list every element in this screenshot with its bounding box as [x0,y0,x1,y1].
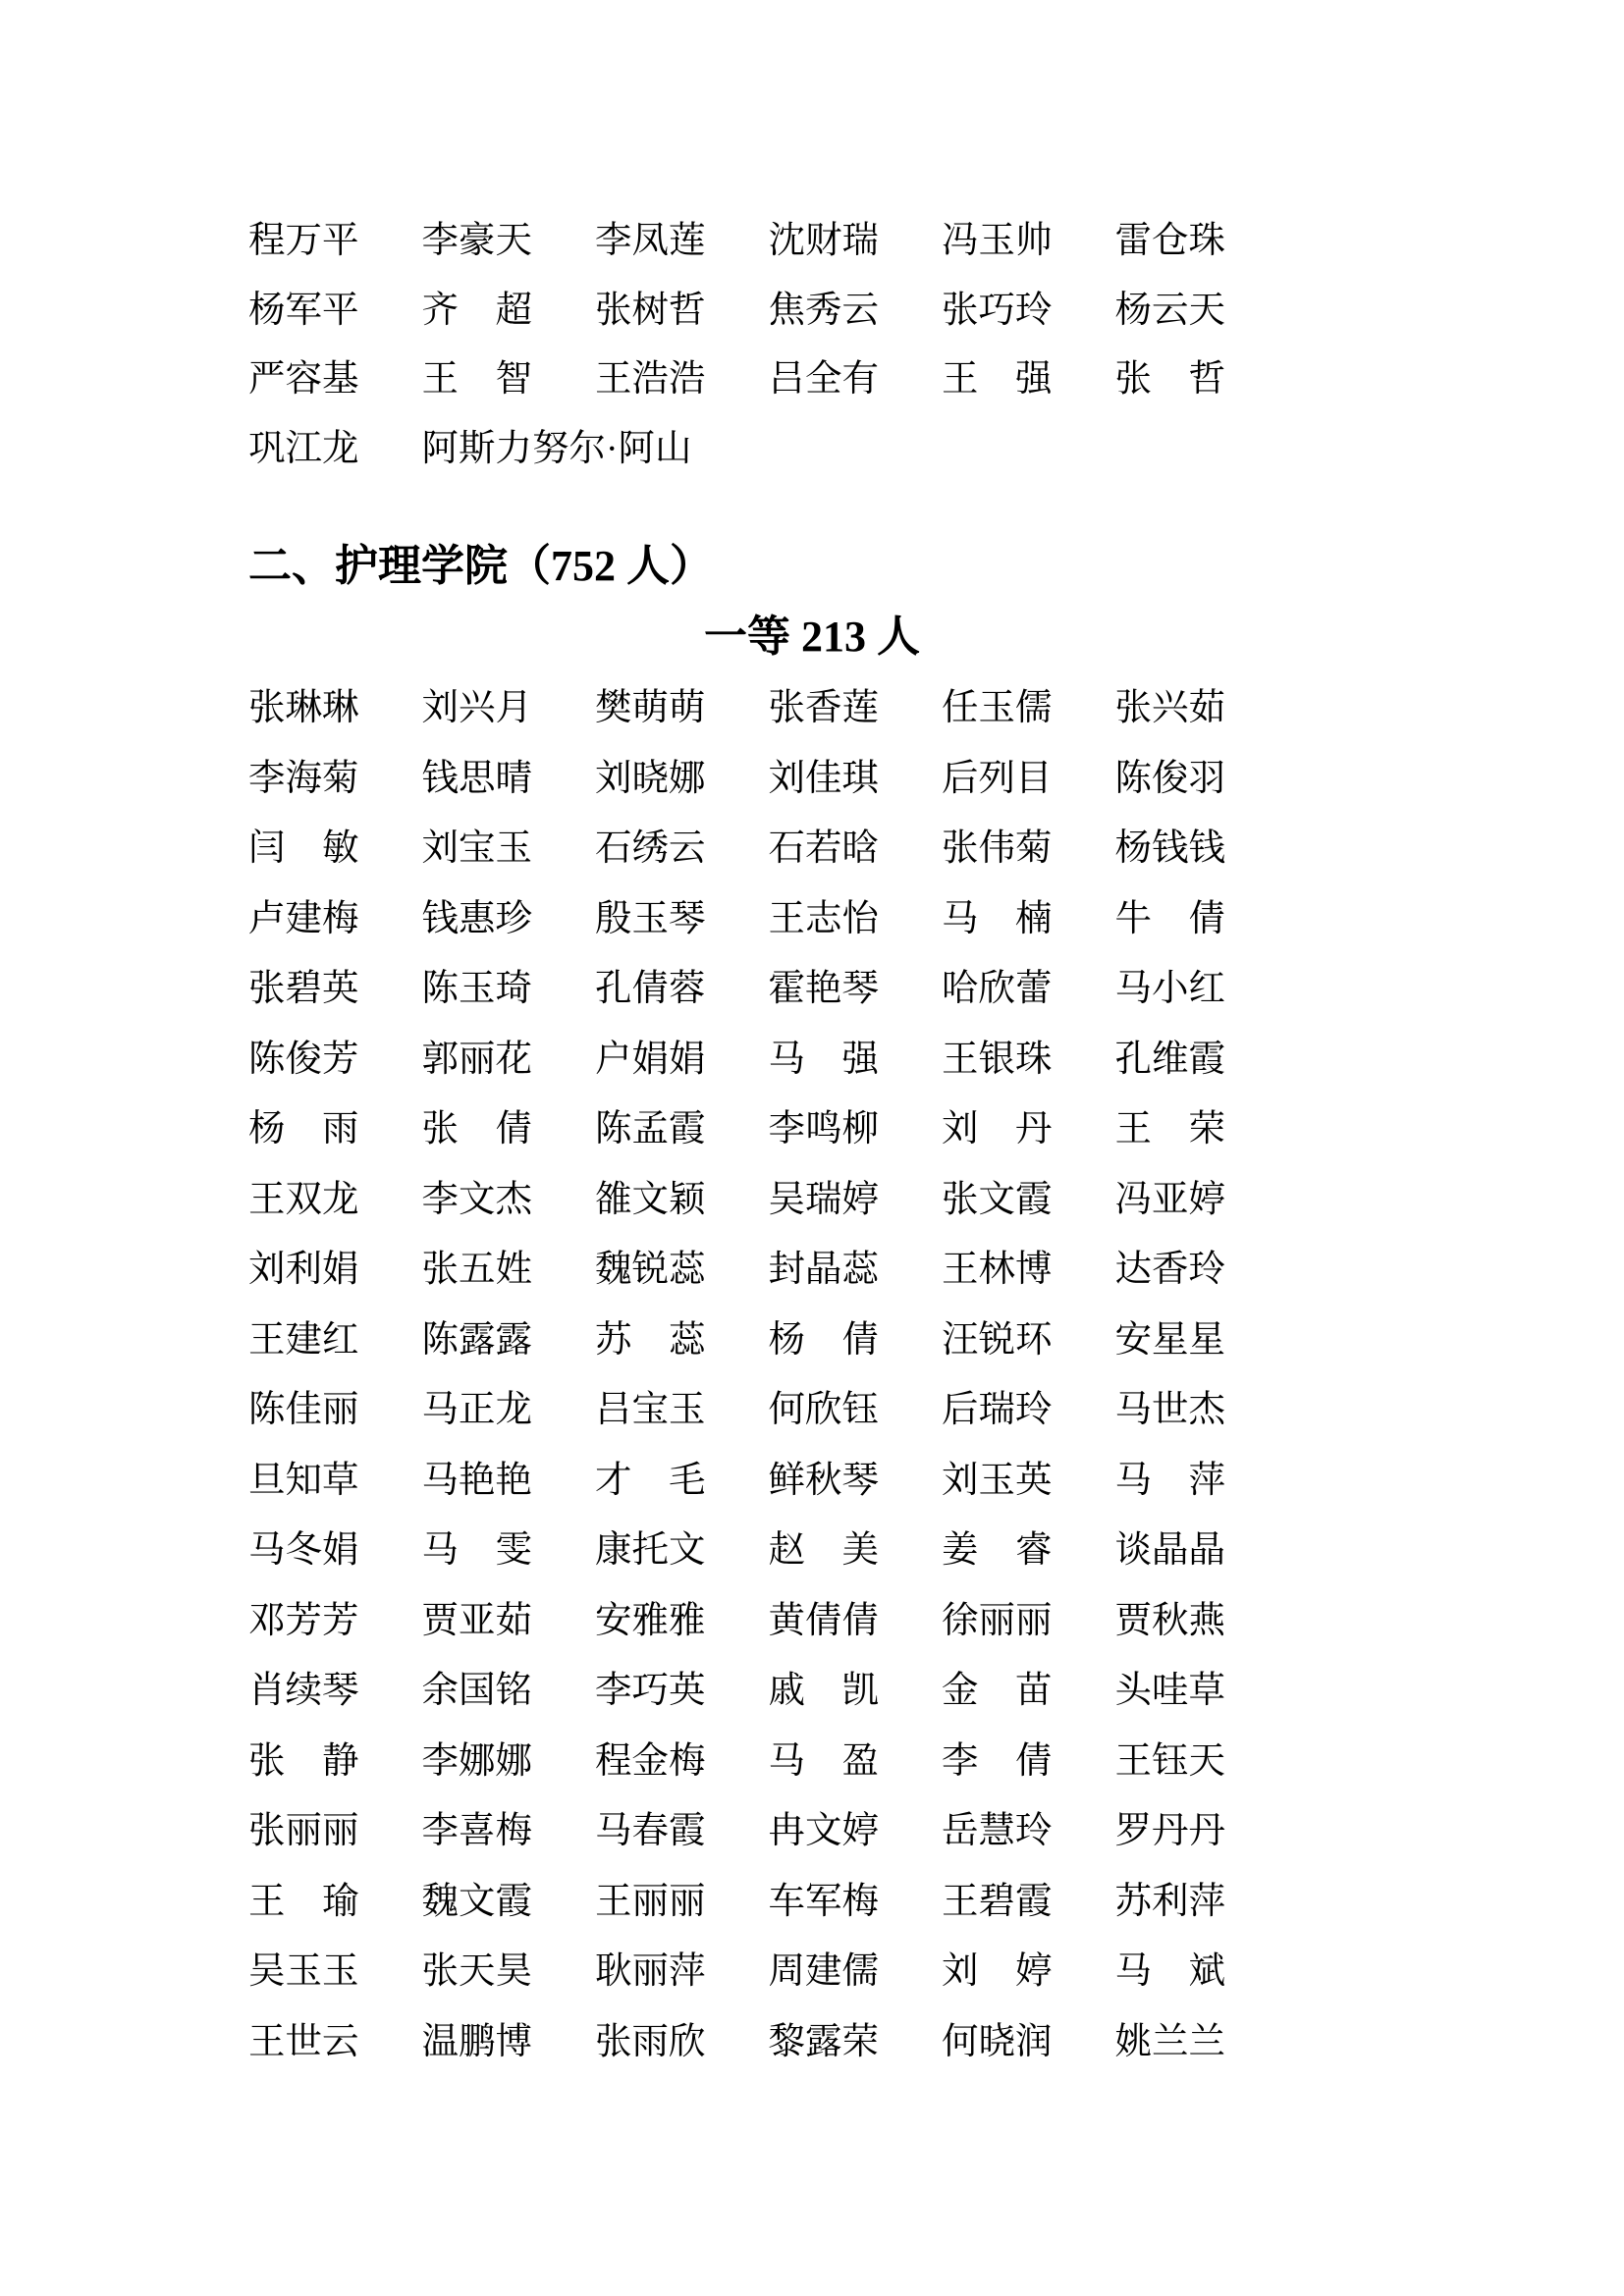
name-entry: 孔倩蓉 [595,969,706,1009]
name-entry: 张 哲 [1114,359,1225,400]
name-entry: 安雅雅 [595,1600,706,1641]
name-entry: 张天昊 [421,1951,532,1992]
name-entry: 张琳琳 [248,688,359,728]
name-entry: 王 智 [421,359,532,400]
name-entry: 马 盈 [768,1740,879,1782]
name-entry: 霍艳琴 [768,969,879,1009]
name-entry: 马 萍 [1114,1460,1225,1501]
name-entry: 张碧英 [248,969,359,1009]
name-entry: 余国铭 [421,1671,532,1711]
tier-subheading: 一等 213 人 [704,613,920,661]
name-entry: 张雨欣 [595,2021,706,2062]
name-entry: 后瑞玲 [942,1390,1053,1430]
name-row [248,1586,1288,1657]
name-row [248,1235,1288,1306]
name-entry: 旦知草 [248,1460,359,1501]
name-entry: 贾亚茹 [421,1600,532,1641]
name-row [248,207,1288,277]
name-entry: 王建红 [248,1319,359,1361]
name-entry: 巩江龙 [248,428,359,469]
name-entry: 马艳艳 [421,1460,532,1501]
name-entry: 黄倩倩 [768,1600,879,1641]
name-entry: 吴玉玉 [248,1951,359,1992]
name-entry: 马正龙 [421,1390,532,1430]
name-row [248,673,1288,744]
name-entry: 齐 超 [421,290,532,331]
name-entry: 雷仓珠 [1114,221,1225,261]
name-entry: 陈玉琦 [421,969,532,1009]
name-entry: 王双龙 [248,1179,359,1220]
name-entry: 陈佳丽 [248,1390,359,1430]
name-row [248,277,1288,347]
name-entry: 贾秋燕 [1114,1600,1225,1641]
name-entry: 户娟娟 [595,1039,706,1080]
name-entry: 苏 蕊 [595,1319,706,1361]
name-entry: 殷玉琴 [595,898,706,939]
name-row [248,1446,1288,1517]
name-entry: 王浩浩 [595,359,706,400]
name-entry: 头哇草 [1114,1671,1225,1711]
name-entry: 马世杰 [1114,1390,1225,1430]
name-entry: 王林博 [942,1250,1053,1290]
name-entry: 王 瑜 [248,1881,359,1922]
name-row [248,1025,1288,1095]
name-entry: 李豪天 [421,221,532,261]
name-entry: 冯玉帅 [942,221,1053,261]
name-row [248,814,1288,884]
name-entry: 马 斌 [1114,1951,1225,1992]
name-entry: 刘 婷 [942,1951,1053,1992]
name-entry: 闫 敏 [248,828,359,869]
name-entry: 杨钱钱 [1114,828,1225,869]
name-entry: 卢建梅 [248,898,359,939]
name-entry: 石若晗 [768,828,879,869]
name-entry: 郭丽花 [421,1039,532,1080]
name-entry: 刘利娟 [248,1250,359,1290]
name-entry: 鲜秋琴 [768,1460,879,1501]
name-entry: 邓芳芳 [248,1600,359,1641]
name-entry: 沈财瑞 [768,221,879,261]
name-entry: 才 毛 [595,1460,706,1501]
name-row [248,1306,1288,1376]
name-entry: 杨 雨 [248,1109,359,1149]
award-list-tier-one [248,673,1288,2077]
name-entry: 冉文婷 [768,1811,879,1851]
name-entry: 程万平 [248,221,359,261]
name-entry: 耿丽萍 [595,1951,706,1992]
name-entry: 王志怡 [768,898,879,939]
name-entry: 刘宝玉 [421,828,532,869]
name-row [248,744,1288,815]
name-entry: 马冬娟 [248,1530,359,1571]
name-entry: 李凤莲 [595,221,706,261]
name-entry: 王银珠 [942,1039,1053,1080]
name-entry: 李喜梅 [421,1811,532,1851]
name-entry: 魏文霞 [421,1881,532,1922]
name-entry: 康托文 [595,1530,706,1571]
name-entry: 刘兴月 [421,688,532,728]
name-entry: 张丽丽 [248,1811,359,1851]
name-row [248,954,1288,1025]
name-entry: 何晓润 [942,2021,1053,2062]
name-row [248,1095,1288,1165]
name-entry: 张 静 [248,1740,359,1782]
name-entry: 王 荣 [1114,1109,1225,1149]
name-entry: 张巧玲 [942,290,1053,331]
name-entry: 岳慧玲 [942,1811,1053,1851]
name-entry: 赵 美 [768,1530,879,1571]
name-entry: 李文杰 [421,1179,532,1220]
name-entry: 吕宝玉 [595,1390,706,1430]
name-entry: 肖续琴 [248,1671,359,1711]
name-entry: 刘 丹 [942,1109,1053,1149]
name-entry: 焦秀云 [768,290,879,331]
name-row [248,1516,1288,1586]
name-entry: 张文霞 [942,1179,1053,1220]
name-entry: 封晶蕊 [768,1250,879,1290]
name-entry: 罗丹丹 [1114,1811,1225,1851]
name-entry: 吕全有 [768,359,879,400]
name-entry: 李 倩 [942,1740,1053,1782]
name-entry: 张伟菊 [942,828,1053,869]
name-row [248,1165,1288,1236]
name-entry: 吴瑞婷 [768,1179,879,1220]
name-entry: 牛 倩 [1114,898,1225,939]
name-entry: 魏锐蕊 [595,1250,706,1290]
name-entry: 徐丽丽 [942,1600,1053,1641]
name-entry: 钱惠珍 [421,898,532,939]
name-entry: 李娜娜 [421,1740,532,1782]
name-entry: 马 强 [768,1039,879,1080]
name-row [248,1656,1288,1727]
name-entry: 温鹏博 [421,2021,532,2062]
name-entry: 马春霞 [595,1811,706,1851]
name-entry: 杨 倩 [768,1319,879,1361]
name-row [248,884,1288,955]
name-entry: 车军梅 [768,1881,879,1922]
name-entry: 谈晶晶 [1114,1530,1225,1571]
name-entry: 安星星 [1114,1319,1225,1361]
name-entry: 姚兰兰 [1114,2021,1225,2062]
name-entry: 阿斯力努尔·阿山 [421,428,692,469]
name-entry: 汪锐环 [942,1319,1053,1361]
name-entry: 樊萌萌 [595,688,706,728]
name-entry: 苏利萍 [1114,1881,1225,1922]
name-row [248,1375,1288,1446]
name-entry: 陈孟霞 [595,1109,706,1149]
name-entry: 王 强 [942,359,1053,400]
name-entry: 刘晓娜 [595,758,706,799]
name-entry: 李鸣柳 [768,1109,879,1149]
name-entry: 周建儒 [768,1951,879,1992]
name-entry: 任玉儒 [942,688,1053,728]
name-entry: 张香莲 [768,688,879,728]
name-entry: 钱思晴 [421,758,532,799]
name-row [248,415,1288,485]
name-entry: 姜 睿 [942,1530,1053,1571]
name-entry: 张五姓 [421,1250,532,1290]
name-entry: 李海菊 [248,758,359,799]
name-entry: 王世云 [248,2021,359,2062]
name-entry: 哈欣蕾 [942,969,1053,1009]
name-entry: 王碧霞 [942,1881,1053,1922]
name-entry: 戚 凯 [768,1671,879,1711]
name-entry: 石绣云 [595,828,706,869]
section-heading: 二、护理学院（752 人） [248,542,713,590]
name-entry: 程金梅 [595,1740,706,1782]
name-entry: 杨军平 [248,290,359,331]
name-entry: 冯亚婷 [1114,1179,1225,1220]
name-entry: 王丽丽 [595,1881,706,1922]
name-entry: 严容基 [248,359,359,400]
name-entry: 孔维霞 [1114,1039,1225,1080]
name-entry: 张兴茹 [1114,688,1225,728]
name-entry: 刘佳琪 [768,758,879,799]
name-entry: 张树哲 [595,290,706,331]
name-entry: 杨云天 [1114,290,1225,331]
name-entry: 马小红 [1114,969,1225,1009]
name-row [248,346,1288,415]
name-entry: 张 倩 [421,1109,532,1149]
name-entry: 金 苗 [942,1671,1053,1711]
name-entry: 李巧英 [595,1671,706,1711]
name-entry: 马 雯 [421,1530,532,1571]
name-entry: 陈俊羽 [1114,758,1225,799]
name-entry: 陈露露 [421,1319,532,1361]
name-entry: 雒文颖 [595,1179,706,1220]
name-entry: 黎露荣 [768,2021,879,2062]
name-row [248,1727,1288,1797]
name-row [248,2007,1288,2078]
award-list-previous-section [248,207,1288,484]
name-entry: 马 楠 [942,898,1053,939]
name-row [248,1796,1288,1867]
name-row [248,1867,1288,1938]
name-entry: 陈俊芳 [248,1039,359,1080]
name-row [248,1937,1288,2007]
name-entry: 刘玉英 [942,1460,1053,1501]
name-entry: 达香玲 [1114,1250,1225,1290]
name-entry: 王钰天 [1114,1740,1225,1782]
name-entry: 后列目 [942,758,1053,799]
name-entry: 何欣钰 [768,1390,879,1430]
